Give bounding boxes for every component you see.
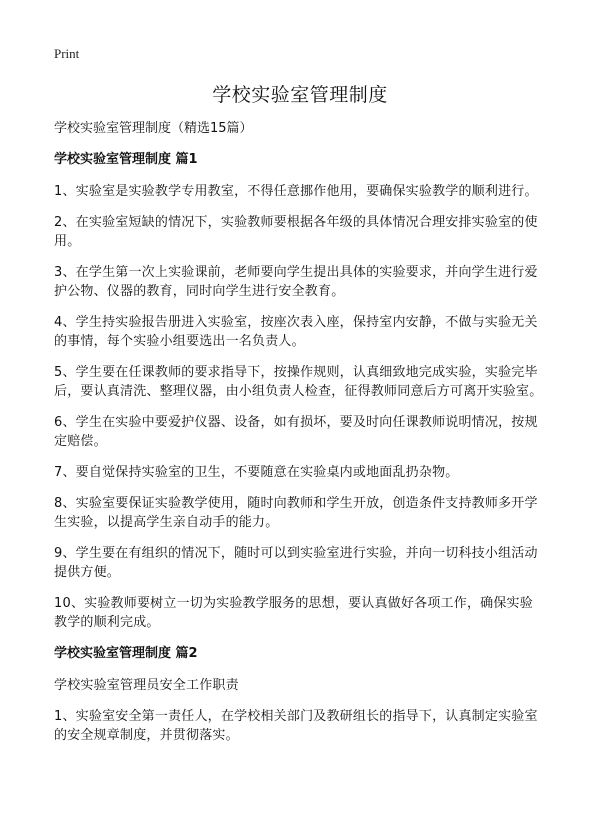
paragraph: 3、在学生第一次上实验课前，老师要向学生提出具体的实验要求，并向学生进行爱护公物、仪器的教育，同时向学生进行安全教育。 [54, 265, 538, 299]
paragraph: 8、实验室要保证实验教学使用，随时向教师和学生开放，创造条件支持教师多开学生实验，以提高学生亲自动手的能力。 [54, 496, 538, 530]
paragraph: 学校实验室管理员安全工作职责 [54, 678, 239, 693]
paragraph: 4、学生持实验报告册进入实验室，按座次表入座，保持室内安静，不做与实验无关的事情，每个实验小组要选出一名负责人。 [54, 315, 538, 349]
paragraph: 9、学生要在有组织的情况下，随时可以到实验室进行实验，并向一切科技小组活动提供方便。 [54, 546, 538, 580]
paragraph: 1、实验室是实验教学专用教室，不得任意挪作他用，要确保实验教学的顺利进行。 [54, 184, 538, 199]
document-subtitle: 学校实验室管理制度（精选15篇） [54, 121, 253, 136]
section-heading: 学校实验室管理制度 篇2 [54, 646, 198, 661]
paragraph: 7、要自觉保持实验室的卫生，不要随意在实验桌内或地面乱扔杂物。 [54, 465, 459, 480]
paragraph: 5、学生要在任课教师的要求指导下，按操作规则，认真细致地完成实验，实验完毕后，要认真清洗、整理仪器，由小组负责人检查，征得教师同意后方可离开实验室。 [54, 365, 543, 399]
section-1 [54, 150, 546, 632]
section-2 [54, 644, 546, 745]
paragraph: 10、实验教师要树立一切为实验教学服务的思想，要认真做好各项工作，确保实验教学的顺利完成。 [54, 596, 533, 630]
document-title: 学校实验室管理制度 [212, 84, 388, 106]
paragraph: 6、学生在实验中要爱护仪器、设备，如有损坏，要及时向任课教师说明情况，按规定赔偿。 [54, 415, 538, 449]
paragraph: 2、在实验室短缺的情况下，实验教师要根据各年级的具体情况合理安排实验室的使用。 [54, 215, 538, 249]
print-label[interactable]: Print [54, 46, 80, 61]
section-heading: 学校实验室管理制度 篇1 [54, 152, 198, 167]
document-body [54, 119, 546, 757]
paragraph: 1、实验室安全第一责任人，在学校相关部门及教研组长的指导下，认真制定实验室的安全规章制度，并贯彻落实。 [54, 709, 538, 743]
